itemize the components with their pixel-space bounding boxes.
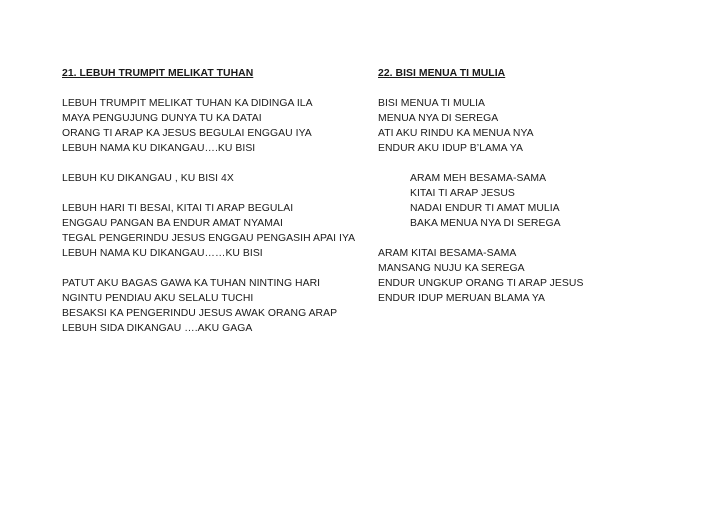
lyric-line: LEBUH NAMA KU DIKANGAU……KU BISI	[62, 248, 263, 259]
lyric-line: ORANG TI ARAP KA JESUS BEGULAI ENGGAU IYA	[62, 128, 312, 139]
lyric-line: LEBUH HARI TI BESAI, KITAI TI ARAP BEGULAI	[62, 203, 294, 214]
song-21-stanza-3	[62, 276, 362, 336]
lyric-line: LEBUH TRUMPIT MELIKAT TUHAN KA DIDINGA ILA	[62, 98, 313, 109]
lyric-line: LEBUH SIDA DIKANGAU ….AKU GAGA	[62, 323, 253, 334]
lyric-line: ENDUR UNGKUP ORANG TI ARAP JESUS	[378, 278, 584, 289]
lyric-line: BESAKSI KA PENGERINDU JESUS AWAK ORANG ARAP	[62, 308, 338, 319]
song-21-chorus	[62, 171, 362, 186]
song-21-stanza-2	[62, 201, 362, 261]
lyric-line: ATI AKU RINDU KA MENUA NYA	[378, 128, 534, 139]
lyric-line: ENGGAU PANGAN BA ENDUR AMAT NYAMAI	[62, 218, 283, 229]
lyric-line: MANSANG NUJU KA SEREGA	[378, 263, 525, 274]
lyric-line: ENDUR AKU IDUP B’LAMA YA	[378, 143, 523, 154]
song-21	[62, 66, 362, 351]
song-22-title: 22. BISI MENUA TI MULIA	[378, 68, 506, 79]
song-22	[378, 66, 678, 321]
lyric-line: ARAM MEH BESAMA-SAMA	[410, 173, 547, 184]
song-21-stanza-1	[62, 96, 362, 156]
lyric-line: ENDUR IDUP MERUAN BLAMA YA	[378, 293, 546, 304]
song-22-stanza-1	[378, 96, 678, 156]
lyric-line: LEBUH NAMA KU DIKANGAU….KU BISI	[62, 143, 256, 154]
song-21-title: 21. LEBUH TRUMPIT MELIKAT TUHAN	[62, 68, 254, 79]
lyric-line: LEBUH KU DIKANGAU , KU BISI 4X	[62, 173, 234, 184]
song-22-stanza-2	[378, 246, 678, 306]
lyric-line: PATUT AKU BAGAS GAWA KA TUHAN NINTING HARI	[62, 278, 321, 289]
song-22-chorus	[378, 171, 678, 231]
lyric-line: ARAM KITAI BESAMA-SAMA	[378, 248, 517, 259]
lyric-line: BISI MENUA TI MULIA	[378, 98, 485, 109]
lyric-line: NADAI ENDUR TI AMAT MULIA	[410, 203, 560, 214]
lyric-line: MENUA NYA DI SEREGA	[378, 113, 499, 124]
lyric-line: NGINTU PENDIAU AKU SELALU TUCHI	[62, 293, 254, 304]
lyric-line: BAKA MENUA NYA DI SEREGA	[410, 218, 561, 229]
lyric-line: KITAI TI ARAP JESUS	[410, 188, 515, 199]
lyric-line: MAYA PENGUJUNG DUNYA TU KA DATAI	[62, 113, 262, 124]
lyric-line: TEGAL PENGERINDU JESUS ENGGAU PENGASIH APAI IYA	[62, 233, 356, 244]
